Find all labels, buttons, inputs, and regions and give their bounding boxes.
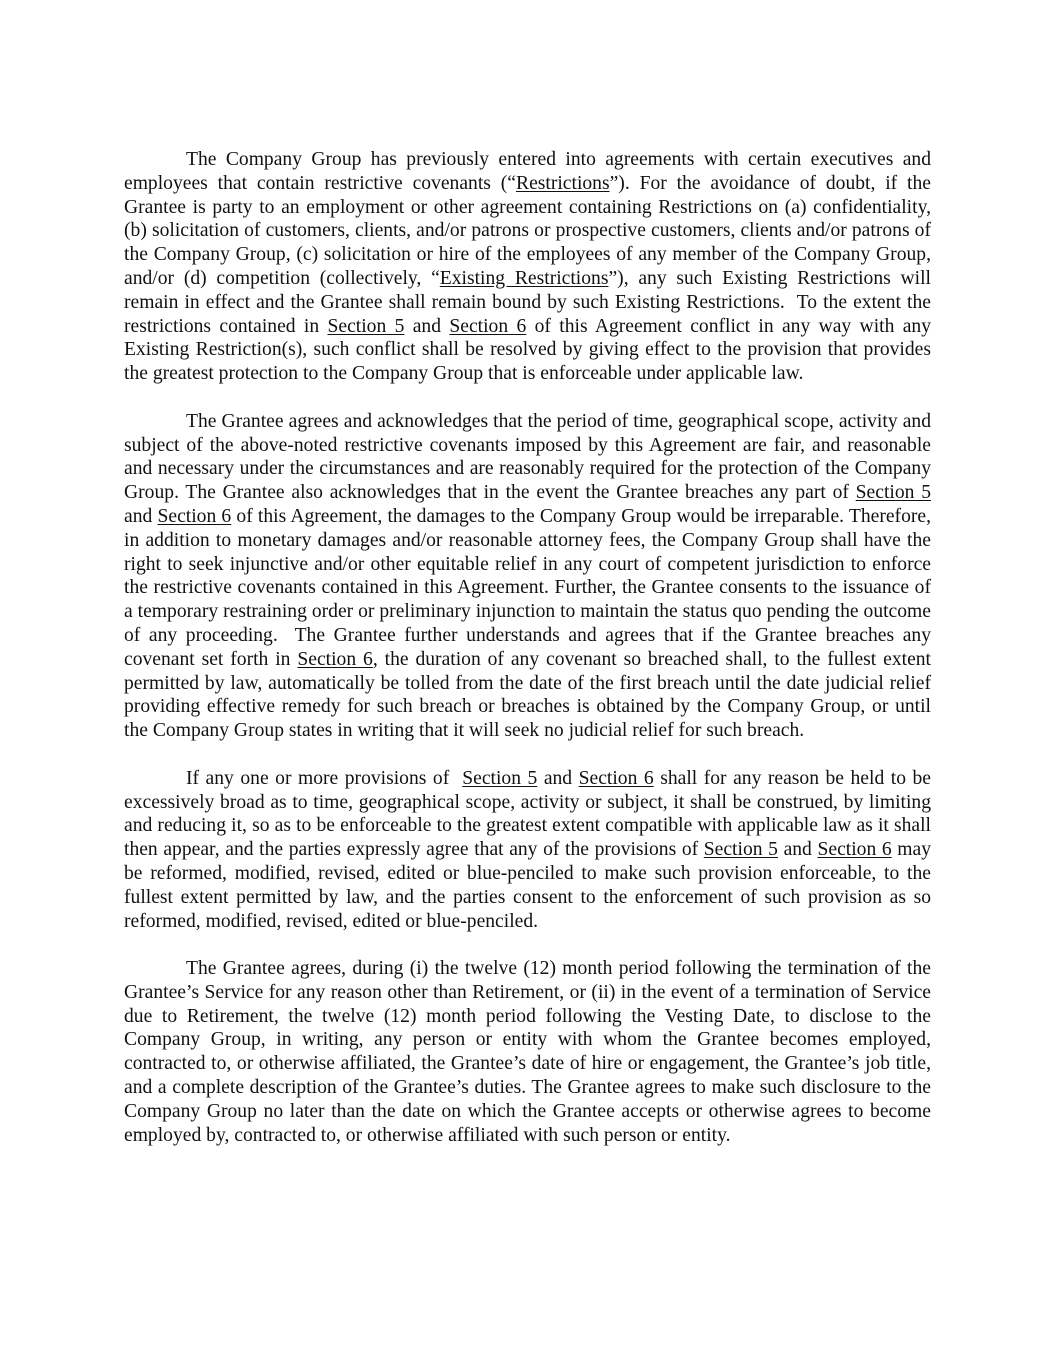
section-5-reference: Section 5 [462, 767, 538, 789]
section-5-reference: Section 5 [327, 315, 405, 337]
section-6-reference: Section 6 [297, 648, 373, 670]
document-page [124, 148, 931, 1171]
term-existing-restrictions: Existing Restrictions [439, 267, 609, 289]
paragraph-disclosure [124, 957, 931, 1147]
paragraph-severability [124, 767, 931, 934]
text-segment: may be reformed, modified, revised, edited or blue-penciled to make such provision enforceable, to the fullest extent permitted by law, and the parties consent to the enforcement of such provision as so reformed, modified, revised, edited or blue-penciled. [124, 839, 932, 932]
section-5-reference: Section 5 [855, 482, 931, 504]
section-6-reference: Section 6 [578, 767, 654, 789]
text-segment: ”), any such Existing Restrictions will remain in effect and the Grantee shall remain bound by such Existing Restrictions. To the extent the restrictions contained in [124, 267, 931, 337]
section-6-reference: Section 6 [817, 839, 892, 861]
text-segment: and [404, 315, 450, 337]
paragraph-existing-restrictions [124, 148, 931, 386]
text-segment: of this Agreement, the damages to the Company Group would be irreparable. Therefore, in addition to monetary damages and/or reasonable attorney fees, the Company Group shall have the right to seek injunctive and/or other equitable relief in any court of competent jurisdiction to enforce the restrictive covenants contained in this Agreement. Further, the Grantee consents to the issuance of a temporary restraining order or preliminary injunction to maintain the status quo pending the outcome of any proceeding. The Grantee further understands and agrees that if the Grantee breaches any covenant set forth in [124, 505, 931, 670]
text-segment: The Company Group has previously entered into agreements with certain executives and employees that contain restrictive covenants (“ [124, 149, 931, 194]
text-segment: shall for any reason be held to be excessively broad as to time, geographical scope, activity or subject, it shall be construed, by limiting and reducing it, so as to be enforceable to the greatest extent compatible with applicable law as it shall then appear, and the parties expressly agree that any of the provisions of [124, 767, 931, 861]
section-6-reference: Section 6 [449, 315, 527, 337]
text-segment: and [777, 839, 818, 861]
text-segment: and [537, 767, 579, 789]
text-segment: The Grantee agrees and acknowledges that the period of time, geographical scope, activity and subject of the above-noted restrictive covenants imposed by this Agreement are fair, and reasonable and necessary under the circumstances and are reasonably required for the protection of the Company Group. The Grantee also acknowledges that in the event the Grantee breaches any part of [124, 410, 931, 504]
text-segment: The Grantee agrees, during (i) the twelve (12) month period following the termination of the Grantee’s Service for any reason other than Retirement, or (ii) in the event of a termination of Service due to Retirement, the twelve (12) month period following the Vesting Date, to disclose to the Company Group, in writing, any person or entity with whom the Grantee becomes employed, contracted to, or otherwise affiliated, the Grantee’s date of hire or engagement, the Grantee’s job title, and a complete description of the Grantee’s duties. The Grantee agrees to make such disclosure to the Company Group no later than the date on which the Grantee accepts or otherwise agrees to become employed by, contracted to, or otherwise affiliated with such person or entity. [124, 958, 931, 1146]
term-restrictions: Restrictions [516, 172, 610, 194]
section-6-reference: Section 6 [157, 505, 232, 527]
text-segment: of this Agreement conflict in any way with any Existing Restriction(s), such conflict shall be resolved by giving effect to the provision that provides the greatest protection to the Company Group that is enforceable under applicable law. [124, 315, 932, 385]
section-5-reference: Section 5 [703, 839, 778, 861]
text-segment: and [124, 505, 158, 527]
text-segment: If any one or more provisions of [186, 767, 463, 789]
text-segment: , the duration of any covenant so breached shall, to the fullest extent permitted by law, automatically be tolled from the date of the first breach until the date judicial relief providing effective remedy for such breach or breaches is obtained by the Company Group, or until the Company Group states in writing that it will seek no judicial relief for such breach. [124, 648, 932, 742]
text-segment: ”). For the avoidance of doubt, if the Grantee is party to an employment or other agreement containing Restrictions on (a) confidentiality, (b) solicitation of customers, clients, and/or patrons or prospective customers, clients and/or patrons of the Company Group, (c) solicitation or hire of the employees of any member of the Company Group, and/or (d) competition (collectively, “ [124, 172, 931, 289]
paragraph-acknowledgment [124, 410, 931, 743]
